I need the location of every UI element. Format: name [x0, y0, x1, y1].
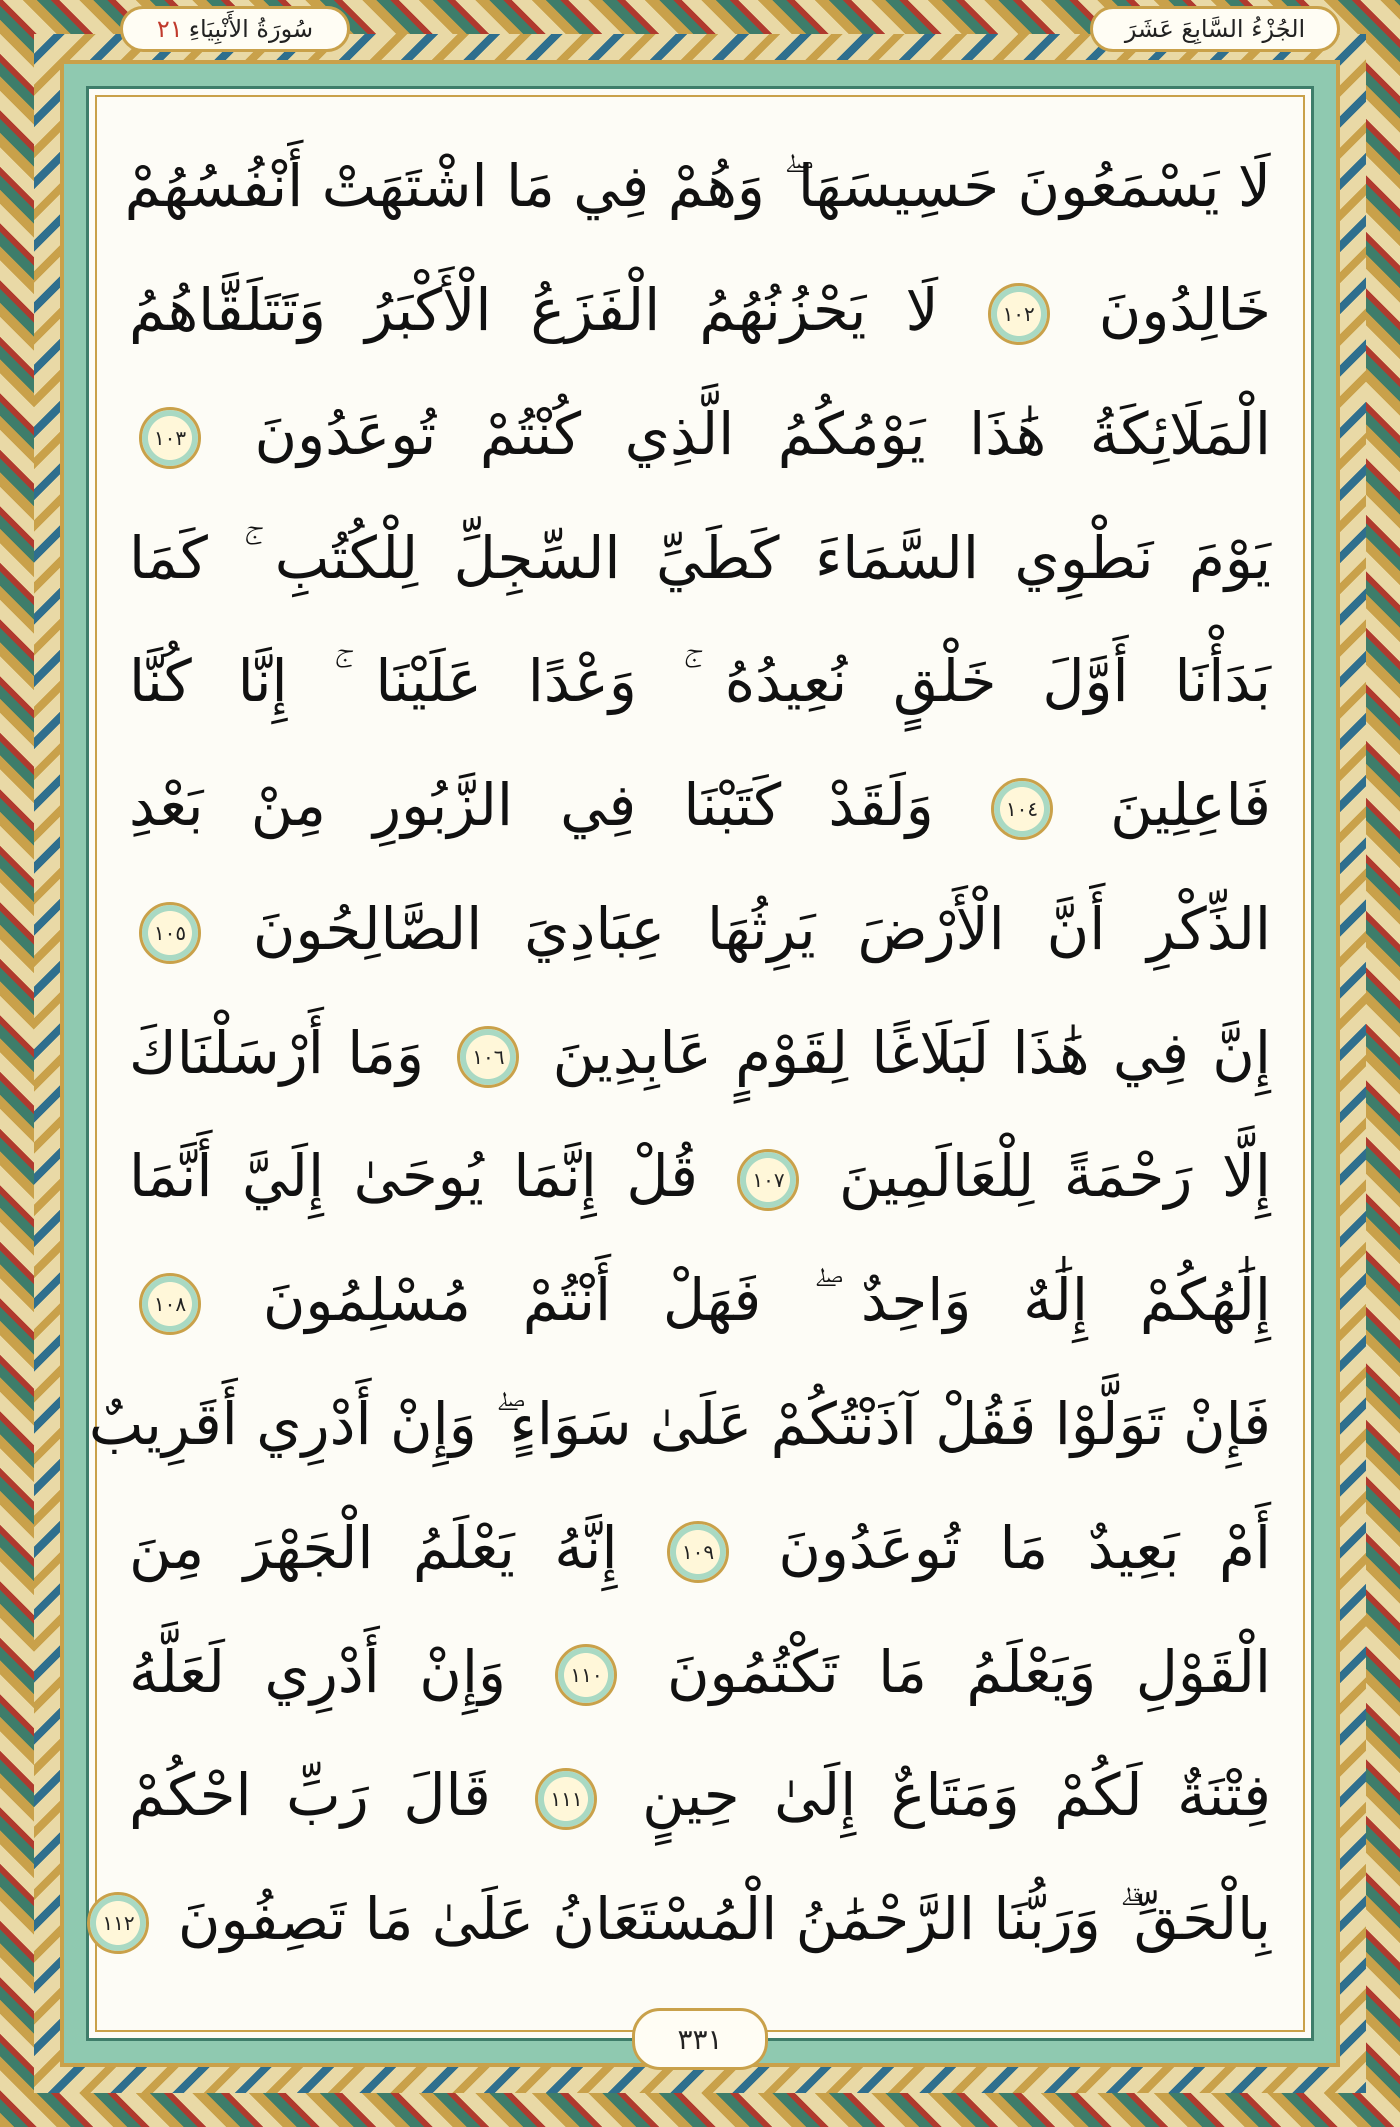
verse-line — [102, 1862, 1271, 1978]
ayah-number-marker: ١٠٥ — [139, 902, 201, 964]
verse-text: الذِّكْرِ أَنَّ الْأَرْضَ يَرِثُهَا عِبَادِيَ الصَّالِحُونَ — [252, 894, 1272, 963]
verse-line-content — [129, 276, 1271, 346]
verse-text: فَإِنْ تَوَلَّوْا فَقُلْ آذَنْتُكُمْ عَلَىٰ سَوَاءٍ ۖ وَإِنْ أَدْرِي أَقَرِيبٌ — [88, 1390, 1271, 1459]
juz-title: الجُزْءُ السَّابِعَ عَشَرَ — [1124, 15, 1306, 43]
verse-text: يَوْمَ نَطْوِي السَّمَاءَ كَطَيِّ السِّجِلِّ لِلْكُتُبِ ۚ كَمَا — [129, 523, 1271, 592]
juz-label — [1090, 6, 1340, 52]
ayah-number-marker: ١٠٣ — [139, 407, 201, 469]
ayah-number-marker: ١٠٤ — [991, 778, 1053, 840]
verse-line — [129, 1243, 1271, 1359]
verse-lines — [88, 129, 1272, 1978]
verse-line — [129, 748, 1271, 864]
verse-line — [129, 1614, 1271, 1730]
verse-text: قُلْ إِنَّمَا يُوحَىٰ إِلَيَّ أَنَّمَا — [129, 1142, 698, 1211]
verse-text: خَالِدُونَ — [1098, 275, 1272, 344]
ayah-number-marker: ١١٠ — [555, 1644, 617, 1706]
verse-line-content — [129, 895, 1271, 965]
surah-label — [120, 6, 350, 52]
verse-line-content — [129, 1266, 1271, 1336]
verse-text: وَمَا أَرْسَلْنَاكَ — [129, 1018, 424, 1087]
verse-text: أَمْ بَعِيدٌ مَا تُوعَدُونَ — [778, 1513, 1272, 1582]
verse-line — [129, 624, 1271, 740]
verse-line-content — [129, 1638, 1271, 1708]
verse-line — [129, 995, 1271, 1111]
verse-line — [129, 377, 1271, 493]
ayah-number-marker: ١٠٨ — [139, 1273, 201, 1335]
verse-line — [88, 1367, 1271, 1483]
verse-line — [129, 253, 1271, 369]
ayah-number-marker: ١٠٢ — [988, 283, 1050, 345]
verse-line-content — [129, 1514, 1271, 1584]
verse-line-content — [129, 771, 1271, 841]
verse-text: فِتْنَةٌ لَكُمْ وَمَتَاعٌ إِلَىٰ حِينٍ — [642, 1761, 1271, 1830]
verse-line-content — [129, 400, 1271, 470]
verse-line-content — [129, 524, 1271, 594]
verse-text: بِالْحَقِّ ۗ وَرَبُّنَا الرَّحْمَٰنُ الْمُسْتَعَانُ عَلَىٰ مَا تَصِفُونَ — [177, 1885, 1271, 1954]
verse-text: لَا يَسْمَعُونَ حَسِيسَهَا ۖ وَهُمْ فِي مَا اشْتَهَتْ أَنْفُسُهُمْ — [124, 152, 1271, 221]
ayah-number-marker: ١٠٧ — [737, 1149, 799, 1211]
verse-line-content — [124, 152, 1271, 222]
verse-line-content — [129, 1761, 1271, 1831]
verse-line-content — [129, 647, 1271, 717]
verse-text: إِلَّا رَحْمَةً لِلْعَالَمِينَ — [838, 1142, 1272, 1211]
verse-text: بَدَأْنَا أَوَّلَ خَلْقٍ نُعِيدُهُ ۚ وَعْدًا عَلَيْنَا ۚ إِنَّا كُنَّا — [129, 647, 1271, 716]
verse-text: الْمَلَائِكَةُ هَٰذَا يَوْمُكُمُ الَّذِي كُنْتُمْ تُوعَدُونَ — [254, 399, 1271, 468]
verse-line-content — [102, 1885, 1271, 1955]
verse-line — [129, 1119, 1271, 1235]
verse-line — [129, 1738, 1271, 1854]
mushaf-page — [86, 86, 1314, 2056]
page-number: ٣٣١ — [632, 2008, 768, 2070]
verse-text: إِنَّهُ يَعْلَمُ الْجَهْرَ مِنَ — [129, 1513, 618, 1582]
verse-text: الْقَوْلِ وَيَعْلَمُ مَا تَكْتُمُونَ — [666, 1637, 1272, 1706]
verse-line-content — [129, 1142, 1271, 1212]
verse-text: لَا يَحْزُنُهُمُ الْفَزَعُ الْأَكْبَرُ وَتَتَلَقَّاهُمُ — [129, 275, 939, 344]
verse-text: وَلَقَدْ كَتَبْنَا فِي الزَّبُورِ مِنْ بَعْدِ — [129, 771, 934, 840]
verse-text: قَالَ رَبِّ احْكُمْ — [129, 1761, 491, 1830]
verse-text: فَاعِلِينَ — [1110, 771, 1272, 840]
verse-line — [129, 500, 1271, 616]
verse-line-content — [88, 1390, 1271, 1460]
verse-text: وَإِنْ أَدْرِي لَعَلَّهُ — [129, 1637, 506, 1706]
verse-text: إِلَٰهُكُمْ إِلَٰهٌ وَاحِدٌ ۖ فَهَلْ أَنْتُمْ مُسْلِمُونَ — [262, 1266, 1272, 1335]
surah-title: سُورَةُ الأَنْبِيَاءِ — [188, 15, 314, 43]
ayah-number-marker: ١٠٦ — [457, 1026, 519, 1088]
verse-text: إِنَّ فِي هَٰذَا لَبَلَاغًا لِقَوْمٍ عَابِدِينَ — [552, 1018, 1272, 1087]
ayah-number-marker: ١٠٩ — [667, 1521, 729, 1583]
verse-line-content — [129, 1019, 1271, 1089]
ayah-number-marker: ١١١ — [535, 1768, 597, 1830]
verse-line — [129, 1491, 1271, 1607]
verse-line — [129, 872, 1271, 988]
ayah-number-marker: ١١٢ — [87, 1892, 149, 1954]
verse-line — [124, 129, 1271, 245]
surah-number: ٢١ — [156, 15, 183, 43]
